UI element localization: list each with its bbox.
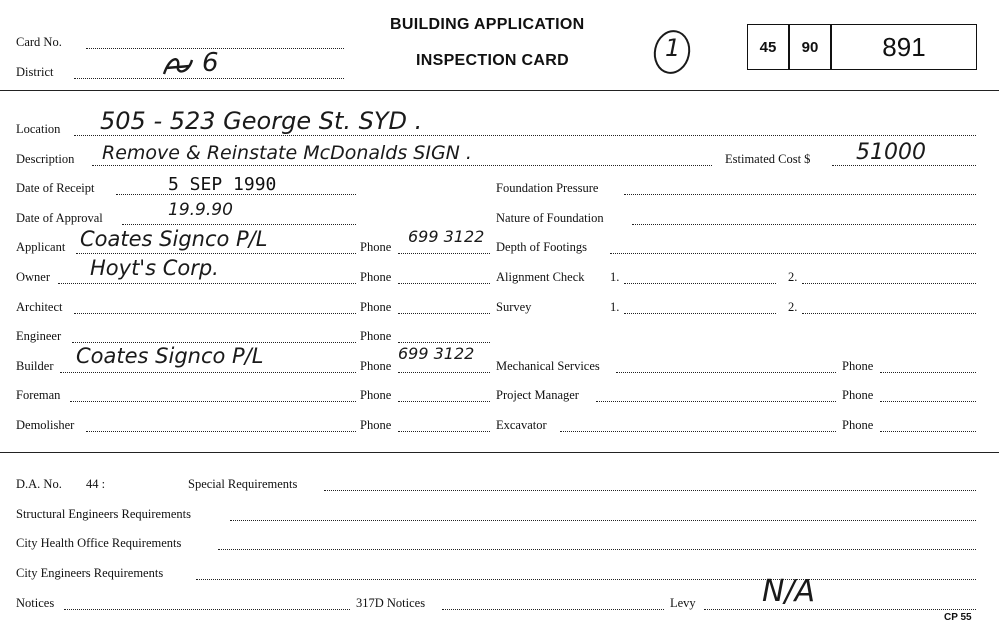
date-approval-value: 19.9.90 <box>168 200 233 220</box>
owner-label: Owner <box>16 270 51 284</box>
architect-phone-field[interactable] <box>398 313 490 314</box>
notices-317d-field[interactable] <box>442 609 664 610</box>
survey-field-1[interactable] <box>624 313 776 314</box>
estimated-cost-field[interactable] <box>832 165 976 166</box>
owner-field[interactable] <box>58 283 356 284</box>
alignment-check-field-2[interactable] <box>802 283 976 284</box>
nature-foundation-field[interactable] <box>632 224 976 225</box>
notices-317d-label: 317D Notices <box>356 596 426 610</box>
foreman-phone-label: Phone <box>360 388 392 402</box>
levy-value: N/A <box>762 574 816 609</box>
health-requirements-label: City Health Office Requirements <box>16 536 182 550</box>
structural-requirements-field[interactable] <box>230 520 976 521</box>
form-code: CP 55 <box>944 612 972 623</box>
card-no-label: Card No. <box>16 35 62 49</box>
depth-footings-field[interactable] <box>610 253 976 254</box>
engineer-field[interactable] <box>72 342 356 343</box>
survey-num1: 1. <box>610 300 620 314</box>
project-manager-label: Project Manager <box>496 388 579 402</box>
estimated-cost-label: Estimated Cost $ <box>725 152 811 166</box>
architect-phone-label: Phone <box>360 300 392 314</box>
excavator-label: Excavator <box>496 418 547 432</box>
mechanical-label: Mechanical Services <box>496 359 600 373</box>
project-manager-phone-label: Phone <box>842 388 874 402</box>
applicant-phone-label: Phone <box>360 240 392 254</box>
description-field[interactable] <box>92 165 712 166</box>
project-manager-phone-field[interactable] <box>880 401 976 402</box>
applicant-phone-value: 699 3122 <box>408 227 485 246</box>
builder-label: Builder <box>16 359 54 373</box>
alignment-num2: 2. <box>788 270 798 284</box>
builder-phone-value: 699 3122 <box>398 344 475 363</box>
engineer-phone-label: Phone <box>360 329 392 343</box>
date-receipt-label: Date of Receipt <box>16 181 95 195</box>
alignment-check-field-1[interactable] <box>624 283 776 284</box>
notices-label: Notices <box>16 596 55 610</box>
depth-footings-label: Depth of Footings <box>496 240 587 254</box>
nature-foundation-label: Nature of Foundation <box>496 211 604 225</box>
health-requirements-field[interactable] <box>218 549 976 550</box>
levy-field[interactable] <box>704 609 976 610</box>
middle-divider <box>0 452 999 453</box>
ref-box-1: 45 <box>747 24 789 70</box>
location-field[interactable] <box>74 135 976 136</box>
description-label: Description <box>16 152 75 166</box>
notices-field[interactable] <box>64 609 350 610</box>
foreman-label: Foreman <box>16 388 61 402</box>
ref-box-2: 90 <box>789 24 831 70</box>
district-label: District <box>16 65 54 79</box>
foundation-pressure-label: Foundation Pressure <box>496 181 599 195</box>
applicant-phone-field[interactable] <box>398 253 490 254</box>
location-value: 505 - 523 George St. SYD . <box>100 107 423 135</box>
survey-num2: 2. <box>788 300 798 314</box>
description-value: Remove & Reinstate McDonalds SIGN . <box>102 142 472 164</box>
applicant-field[interactable] <box>76 253 356 254</box>
levy-label: Levy <box>670 596 696 610</box>
excavator-phone-label: Phone <box>842 418 874 432</box>
top-divider <box>0 90 999 91</box>
architect-field[interactable] <box>74 313 356 314</box>
foreman-field[interactable] <box>70 401 356 402</box>
owner-phone-label: Phone <box>360 270 392 284</box>
demolisher-field[interactable] <box>86 431 356 432</box>
form-title-line2: INSPECTION CARD <box>416 52 569 69</box>
builder-field[interactable] <box>60 372 356 373</box>
da-no-label: D.A. No. <box>16 477 62 491</box>
foundation-pressure-field[interactable] <box>624 194 976 195</box>
demolisher-label: Demolisher <box>16 418 75 432</box>
date-approval-field[interactable] <box>122 224 356 225</box>
demolisher-phone-field[interactable] <box>398 431 490 432</box>
builder-phone-label: Phone <box>360 359 392 373</box>
city-engineers-requirements-label: City Engineers Requirements <box>16 566 164 580</box>
project-manager-field[interactable] <box>596 401 836 402</box>
builder-phone-field[interactable] <box>398 372 490 373</box>
form-title-line1: BUILDING APPLICATION <box>390 16 585 33</box>
engineer-label: Engineer <box>16 329 62 343</box>
owner-value: Hoyt's Corp. <box>90 256 219 280</box>
strikethrough-scribble <box>160 52 196 80</box>
engineer-phone-field[interactable] <box>398 342 490 343</box>
owner-phone-field[interactable] <box>398 283 490 284</box>
date-receipt-stamp: 5 SEP 1990 <box>168 174 277 195</box>
alignment-num1: 1. <box>610 270 620 284</box>
architect-label: Architect <box>16 300 63 314</box>
special-requirements-field[interactable] <box>324 490 976 491</box>
excavator-phone-field[interactable] <box>880 431 976 432</box>
foreman-phone-field[interactable] <box>398 401 490 402</box>
mechanical-phone-label: Phone <box>842 359 874 373</box>
city-engineers-requirements-field[interactable] <box>196 579 976 580</box>
da-no-value: 44 : <box>86 477 106 491</box>
mechanical-field[interactable] <box>616 372 836 373</box>
builder-value: Coates Signco P/L <box>76 344 264 368</box>
circled-mark-value: 1 <box>665 34 681 62</box>
special-requirements-label: Special Requirements <box>188 477 298 491</box>
alignment-check-label: Alignment Check <box>496 270 585 284</box>
mechanical-phone-field[interactable] <box>880 372 976 373</box>
structural-requirements-label: Structural Engineers Requirements <box>16 507 191 521</box>
applicant-label: Applicant <box>16 240 66 254</box>
survey-label: Survey <box>496 300 532 314</box>
survey-field-2[interactable] <box>802 313 976 314</box>
location-label: Location <box>16 122 61 136</box>
applicant-value: Coates Signco P/L <box>80 227 268 251</box>
ref-box-3: 891 <box>831 24 977 70</box>
district-value: 6 <box>202 48 219 78</box>
demolisher-phone-label: Phone <box>360 418 392 432</box>
date-approval-label: Date of Approval <box>16 211 103 225</box>
excavator-field[interactable] <box>560 431 836 432</box>
estimated-cost-value: 51000 <box>856 140 926 165</box>
district-field[interactable] <box>74 78 344 79</box>
